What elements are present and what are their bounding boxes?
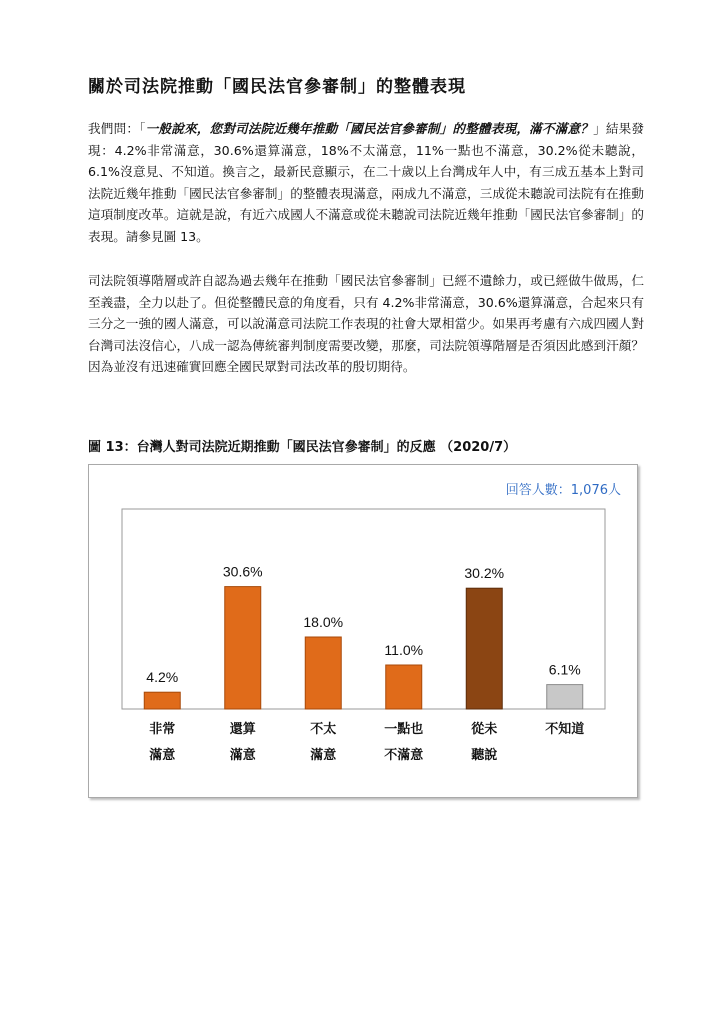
bar-chart xyxy=(89,465,637,797)
paragraph-commentary: 司法院領導階層或許自認為過去幾年在推動「國民法官參審制」已經不遺餘力，或已經做牛做馬，仁至義盡，全力以赴了。但從整體民意的角度看，只有 4.2%非常滿意，30.6%還算滿意，合起來只有三分之一強的國人滿意，可以說滿意司法院工作表現的社會大眾相當少。如果再考慮有六成四國人對台灣司法沒信心，八成一認為傳統審判制度需要改變，那麼，司法院領導階層是否須因此感到汗顏？因為並沒有迅速確實回應全國民眾對司法改革的殷切期待。 xyxy=(88,273,644,375)
paragraph-survey-results xyxy=(88,118,644,248)
bar xyxy=(466,588,502,709)
category-label: 聽說 xyxy=(471,748,498,763)
paragraph-body: 」結果發現：4.2%非常滿意，30.6%還算滿意，18%不太滿意，11%一點也不滿意，30.2%從未聽說，6.1%沒意見、不知道。換言之，最新民意顯示，在二十歲以上台灣成年人中，有三成五基本上對司法院近幾年推動「國民法官參審制」的整體表現滿意，兩成九不滿意，三成從未聽說司法院有在推動這項制度改革。這就是說，有近六成國人不滿意或從未聽說司法院近幾年推動「國民法官參審制」的表現。請參見圖 13。 xyxy=(88,121,645,244)
bar xyxy=(305,637,341,709)
category-label: 滿意 xyxy=(229,748,256,763)
category-label: 還算 xyxy=(229,722,256,737)
category-label: 滿意 xyxy=(149,748,176,763)
data-label: 6.1% xyxy=(548,661,581,678)
bar xyxy=(225,587,261,709)
data-label: 4.2% xyxy=(146,669,179,686)
category-label: 不滿意 xyxy=(384,748,424,763)
paragraph-lead: 我們問：「 xyxy=(88,121,146,136)
figure-caption: 圖 13：台灣人對司法院近期推動「國民法官參審制」的反應 （2020/7） xyxy=(88,440,517,455)
category-label: 滿意 xyxy=(310,748,337,763)
section-heading: 關於司法院推動「國民法官參審制」的整體表現 xyxy=(88,77,466,97)
plot-area xyxy=(122,509,605,709)
data-label: 11.0% xyxy=(384,642,424,658)
category-label: 一點也 xyxy=(384,722,424,737)
survey-question: 一般說來，您對司法院近幾年推動「國民法官參審制」的整體表現，滿不滿意？ xyxy=(145,121,594,136)
bar xyxy=(386,665,422,709)
bar xyxy=(144,692,180,709)
data-label: 30.6% xyxy=(222,563,263,580)
data-label: 18.0% xyxy=(303,614,344,630)
data-label: 30.2% xyxy=(464,565,505,582)
category-label: 非常 xyxy=(149,722,176,737)
bar xyxy=(547,685,583,709)
category-label: 不太 xyxy=(310,722,337,737)
chart-frame xyxy=(88,464,638,798)
category-label: 不知道 xyxy=(545,722,585,737)
respondent-count: 回答人數：1,076人 xyxy=(505,483,621,498)
category-label: 從未 xyxy=(471,722,498,737)
